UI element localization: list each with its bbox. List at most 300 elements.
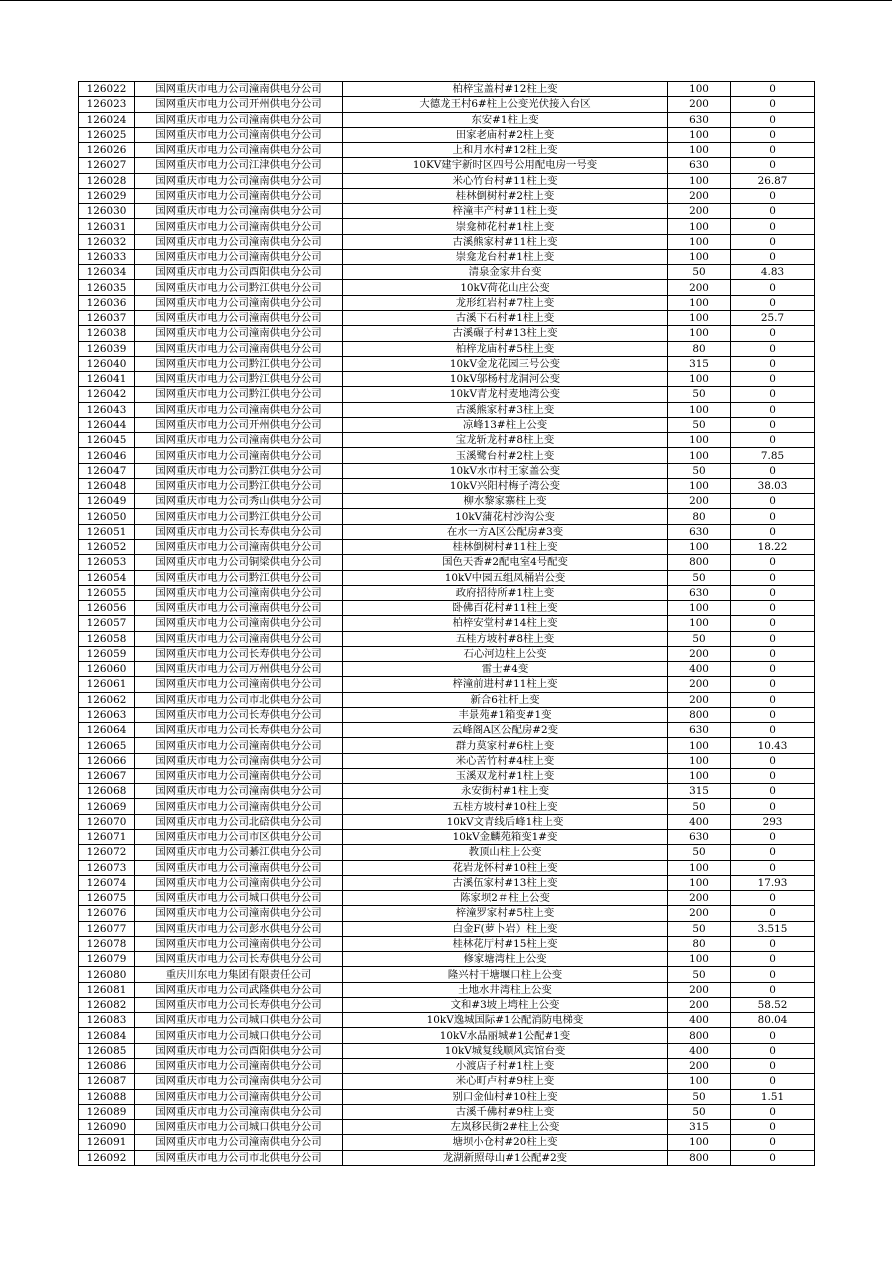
company-cell: 国网重庆市电力公司城口供电分公司 bbox=[135, 1120, 343, 1135]
transformer-name-cell: 田家老庙村#2柱上变 bbox=[343, 127, 668, 142]
company-cell: 国网重庆市电力公司綦江供电分公司 bbox=[135, 845, 343, 860]
value-cell: 0 bbox=[731, 631, 815, 646]
transformer-name-cell: 10kV水市村王家盖公变 bbox=[343, 463, 668, 478]
row-id-cell: 126068 bbox=[79, 784, 135, 799]
capacity-cell: 200 bbox=[668, 280, 731, 295]
table-row bbox=[79, 692, 815, 707]
capacity-cell: 400 bbox=[668, 662, 731, 677]
transformer-name-cell: 雷士#4变 bbox=[343, 662, 668, 677]
row-id-cell: 126042 bbox=[79, 387, 135, 402]
row-id-cell: 126056 bbox=[79, 601, 135, 616]
table-row bbox=[79, 860, 815, 875]
transformer-name-cell: 梓潼罗家村#5柱上变 bbox=[343, 906, 668, 921]
capacity-cell: 100 bbox=[668, 249, 731, 264]
row-id-cell: 126037 bbox=[79, 310, 135, 325]
row-id-cell: 126078 bbox=[79, 936, 135, 951]
value-cell: 0 bbox=[731, 494, 815, 509]
capacity-cell: 100 bbox=[668, 952, 731, 967]
table-row bbox=[79, 631, 815, 646]
value-cell: 3.515 bbox=[731, 921, 815, 936]
table-row bbox=[79, 1028, 815, 1043]
capacity-cell: 100 bbox=[668, 143, 731, 158]
capacity-cell: 400 bbox=[668, 1013, 731, 1028]
row-id-cell: 126041 bbox=[79, 372, 135, 387]
table-row bbox=[79, 219, 815, 234]
value-cell: 0 bbox=[731, 143, 815, 158]
capacity-cell: 200 bbox=[668, 677, 731, 692]
company-cell: 国网重庆市电力公司黔江供电分公司 bbox=[135, 387, 343, 402]
transformer-name-cell: 古溪伍家村#13柱上变 bbox=[343, 875, 668, 890]
value-cell: 0 bbox=[731, 341, 815, 356]
table-row bbox=[79, 1150, 815, 1165]
transformer-name-cell: 别口金仙村#10柱上变 bbox=[343, 1089, 668, 1104]
value-cell: 0 bbox=[731, 952, 815, 967]
row-id-cell: 126063 bbox=[79, 707, 135, 722]
capacity-cell: 100 bbox=[668, 478, 731, 493]
transformer-name-cell: 10kV荷花山庄公变 bbox=[343, 280, 668, 295]
value-cell: 0 bbox=[731, 891, 815, 906]
table-row bbox=[79, 188, 815, 203]
capacity-cell: 50 bbox=[668, 921, 731, 936]
transformer-name-cell: 玉溪双龙村#1柱上变 bbox=[343, 768, 668, 783]
transformer-name-cell: 古溪熊家村#11柱上变 bbox=[343, 234, 668, 249]
row-id-cell: 126092 bbox=[79, 1150, 135, 1165]
row-id-cell: 126035 bbox=[79, 280, 135, 295]
transformer-name-cell: 柏梓龙庙村#5柱上变 bbox=[343, 341, 668, 356]
value-cell: 0 bbox=[731, 1104, 815, 1119]
company-cell: 国网重庆市电力公司潼南供电分公司 bbox=[135, 1135, 343, 1150]
capacity-cell: 100 bbox=[668, 127, 731, 142]
table-row bbox=[79, 1120, 815, 1135]
company-cell: 国网重庆市电力公司潼南供电分公司 bbox=[135, 616, 343, 631]
row-id-cell: 126076 bbox=[79, 906, 135, 921]
row-id-cell: 126029 bbox=[79, 188, 135, 203]
table-row bbox=[79, 875, 815, 890]
row-id-cell: 126062 bbox=[79, 692, 135, 707]
transformer-name-cell: 政府招待所#1柱上变 bbox=[343, 585, 668, 600]
transformer-name-cell: 龙湖新照母山#1公配#2变 bbox=[343, 1150, 668, 1165]
company-cell: 国网重庆市电力公司江津供电分公司 bbox=[135, 158, 343, 173]
transformer-name-cell: 古溪千佛村#9柱上变 bbox=[343, 1104, 668, 1119]
table-row bbox=[79, 952, 815, 967]
value-cell: 0 bbox=[731, 326, 815, 341]
capacity-cell: 200 bbox=[668, 1059, 731, 1074]
row-id-cell: 126088 bbox=[79, 1089, 135, 1104]
value-cell: 0 bbox=[731, 662, 815, 677]
row-id-cell: 126022 bbox=[79, 82, 135, 97]
transformer-name-cell: 10kV青龙村麦地湾公变 bbox=[343, 387, 668, 402]
transformer-name-cell: 10kV逸城国际#1公配消防电梯变 bbox=[343, 1013, 668, 1028]
table-row bbox=[79, 326, 815, 341]
capacity-cell: 50 bbox=[668, 1089, 731, 1104]
page-top-rule bbox=[0, 0, 892, 1]
company-cell: 重庆川东电力集团有限责任公司 bbox=[135, 967, 343, 982]
row-id-cell: 126031 bbox=[79, 219, 135, 234]
row-id-cell: 126048 bbox=[79, 478, 135, 493]
transformer-name-cell: 新合6社杆上变 bbox=[343, 692, 668, 707]
row-id-cell: 126077 bbox=[79, 921, 135, 936]
company-cell: 国网重庆市电力公司潼南供电分公司 bbox=[135, 1104, 343, 1119]
transformer-name-cell: 梓潼丰产村#11柱上变 bbox=[343, 204, 668, 219]
transformer-name-cell: 卧佛百花村#11柱上变 bbox=[343, 601, 668, 616]
value-cell: 0 bbox=[731, 1028, 815, 1043]
capacity-cell: 100 bbox=[668, 875, 731, 890]
row-id-cell: 126052 bbox=[79, 539, 135, 554]
transformer-name-cell: 丰景苑#1箱变#1变 bbox=[343, 707, 668, 722]
company-cell: 国网重庆市电力公司潼南供电分公司 bbox=[135, 875, 343, 890]
value-cell: 0 bbox=[731, 1120, 815, 1135]
transformer-name-cell: 桂林倒树村#11柱上变 bbox=[343, 539, 668, 554]
company-cell: 国网重庆市电力公司北碚供电分公司 bbox=[135, 814, 343, 829]
value-cell: 0 bbox=[731, 707, 815, 722]
transformer-name-cell: 桂林倒树村#2柱上变 bbox=[343, 188, 668, 203]
value-cell: 0 bbox=[731, 860, 815, 875]
company-cell: 国网重庆市电力公司潼南供电分公司 bbox=[135, 601, 343, 616]
table-row bbox=[79, 341, 815, 356]
table-row bbox=[79, 1104, 815, 1119]
row-id-cell: 126025 bbox=[79, 127, 135, 142]
table-row bbox=[79, 616, 815, 631]
value-cell: 26.87 bbox=[731, 173, 815, 188]
transformer-name-cell: 国色天香#2配电室4号配变 bbox=[343, 555, 668, 570]
row-id-cell: 126026 bbox=[79, 143, 135, 158]
value-cell: 0 bbox=[731, 799, 815, 814]
row-id-cell: 126033 bbox=[79, 249, 135, 264]
value-cell: 0 bbox=[731, 295, 815, 310]
value-cell: 0 bbox=[731, 82, 815, 97]
transformer-name-cell: 10kV金龙花园三号公变 bbox=[343, 356, 668, 371]
table-row bbox=[79, 417, 815, 432]
company-cell: 国网重庆市电力公司市北供电分公司 bbox=[135, 1150, 343, 1165]
transformer-name-cell: 石心河边柱上公变 bbox=[343, 646, 668, 661]
row-id-cell: 126090 bbox=[79, 1120, 135, 1135]
capacity-cell: 50 bbox=[668, 845, 731, 860]
capacity-cell: 800 bbox=[668, 555, 731, 570]
value-cell: 0 bbox=[731, 570, 815, 585]
value-cell: 0 bbox=[731, 768, 815, 783]
value-cell: 0 bbox=[731, 387, 815, 402]
table-row bbox=[79, 494, 815, 509]
table-row bbox=[79, 921, 815, 936]
row-id-cell: 126043 bbox=[79, 402, 135, 417]
capacity-cell: 100 bbox=[668, 616, 731, 631]
value-cell: 0 bbox=[731, 417, 815, 432]
capacity-cell: 200 bbox=[668, 906, 731, 921]
transformer-name-cell: 隆兴村干塘堰口柱上公变 bbox=[343, 967, 668, 982]
company-cell: 国网重庆市电力公司潼南供电分公司 bbox=[135, 341, 343, 356]
value-cell: 38.03 bbox=[731, 478, 815, 493]
transformer-name-cell: 五桂方坡村#8柱上变 bbox=[343, 631, 668, 646]
table-row bbox=[79, 478, 815, 493]
value-cell: 7.85 bbox=[731, 448, 815, 463]
company-cell: 国网重庆市电力公司黔江供电分公司 bbox=[135, 570, 343, 585]
row-id-cell: 126050 bbox=[79, 509, 135, 524]
transformer-name-cell: 教顶山柱上公变 bbox=[343, 845, 668, 860]
capacity-cell: 400 bbox=[668, 1043, 731, 1058]
row-id-cell: 126058 bbox=[79, 631, 135, 646]
capacity-cell: 100 bbox=[668, 433, 731, 448]
capacity-cell: 630 bbox=[668, 158, 731, 173]
capacity-cell: 100 bbox=[668, 860, 731, 875]
company-cell: 国网重庆市电力公司潼南供电分公司 bbox=[135, 768, 343, 783]
row-id-cell: 126091 bbox=[79, 1135, 135, 1150]
table-row bbox=[79, 646, 815, 661]
table-row bbox=[79, 891, 815, 906]
company-cell: 国网重庆市电力公司潼南供电分公司 bbox=[135, 860, 343, 875]
value-cell: 1.51 bbox=[731, 1089, 815, 1104]
company-cell: 国网重庆市电力公司黔江供电分公司 bbox=[135, 509, 343, 524]
row-id-cell: 126070 bbox=[79, 814, 135, 829]
value-cell: 0 bbox=[731, 967, 815, 982]
transformer-name-cell: 文和#3坡上塆柱上公变 bbox=[343, 997, 668, 1012]
row-id-cell: 126073 bbox=[79, 860, 135, 875]
table-row bbox=[79, 372, 815, 387]
value-cell: 0 bbox=[731, 1135, 815, 1150]
transformer-name-cell: 米心竹台村#11柱上变 bbox=[343, 173, 668, 188]
capacity-cell: 315 bbox=[668, 784, 731, 799]
company-cell: 国网重庆市电力公司万州供电分公司 bbox=[135, 662, 343, 677]
company-cell: 国网重庆市电力公司黔江供电分公司 bbox=[135, 280, 343, 295]
capacity-cell: 80 bbox=[668, 341, 731, 356]
company-cell: 国网重庆市电力公司潼南供电分公司 bbox=[135, 402, 343, 417]
company-cell: 国网重庆市电力公司潼南供电分公司 bbox=[135, 234, 343, 249]
capacity-cell: 100 bbox=[668, 402, 731, 417]
transformer-name-cell: 柏梓安堂村#14柱上变 bbox=[343, 616, 668, 631]
capacity-cell: 315 bbox=[668, 356, 731, 371]
transformer-name-cell: 清泉金家井台变 bbox=[343, 265, 668, 280]
transformer-name-cell: 五桂方坡村#10柱上变 bbox=[343, 799, 668, 814]
table-row bbox=[79, 97, 815, 112]
transformer-name-cell: 白金F(萝卜岩）柱上变 bbox=[343, 921, 668, 936]
value-cell: 0 bbox=[731, 753, 815, 768]
transformer-name-cell: 在水一方A区公配房#3变 bbox=[343, 524, 668, 539]
row-id-cell: 126023 bbox=[79, 97, 135, 112]
value-cell: 0 bbox=[731, 356, 815, 371]
table-row bbox=[79, 173, 815, 188]
capacity-cell: 630 bbox=[668, 524, 731, 539]
row-id-cell: 126040 bbox=[79, 356, 135, 371]
capacity-cell: 100 bbox=[668, 448, 731, 463]
row-id-cell: 126083 bbox=[79, 1013, 135, 1028]
table-row bbox=[79, 509, 815, 524]
company-cell: 国网重庆市电力公司城口供电分公司 bbox=[135, 891, 343, 906]
company-cell: 国网重庆市电力公司潼南供电分公司 bbox=[135, 204, 343, 219]
capacity-cell: 50 bbox=[668, 570, 731, 585]
value-cell: 0 bbox=[731, 830, 815, 845]
transformer-name-cell: 凉峰13#柱上公变 bbox=[343, 417, 668, 432]
transformer-name-cell: 10kV文青线后峰1柱上变 bbox=[343, 814, 668, 829]
row-id-cell: 126028 bbox=[79, 173, 135, 188]
company-cell: 国网重庆市电力公司潼南供电分公司 bbox=[135, 753, 343, 768]
transformer-name-cell: 梓潼前进村#11柱上变 bbox=[343, 677, 668, 692]
table-row bbox=[79, 1135, 815, 1150]
row-id-cell: 126060 bbox=[79, 662, 135, 677]
capacity-cell: 400 bbox=[668, 814, 731, 829]
transformer-name-cell: 小渡店子村#1柱上变 bbox=[343, 1059, 668, 1074]
capacity-cell: 630 bbox=[668, 112, 731, 127]
row-id-cell: 126069 bbox=[79, 799, 135, 814]
value-cell: 0 bbox=[731, 509, 815, 524]
transformer-name-cell: 古溪碾子村#13柱上变 bbox=[343, 326, 668, 341]
row-id-cell: 126082 bbox=[79, 997, 135, 1012]
value-cell: 0 bbox=[731, 127, 815, 142]
company-cell: 国网重庆市电力公司潼南供电分公司 bbox=[135, 585, 343, 600]
capacity-cell: 50 bbox=[668, 631, 731, 646]
value-cell: 0 bbox=[731, 784, 815, 799]
company-cell: 国网重庆市电力公司潼南供电分公司 bbox=[135, 127, 343, 142]
company-cell: 国网重庆市电力公司长寿供电分公司 bbox=[135, 707, 343, 722]
row-id-cell: 126075 bbox=[79, 891, 135, 906]
capacity-cell: 200 bbox=[668, 646, 731, 661]
transformer-name-cell: 10kV蒲花村沙沟公变 bbox=[343, 509, 668, 524]
company-cell: 国网重庆市电力公司长寿供电分公司 bbox=[135, 723, 343, 738]
company-cell: 国网重庆市电力公司长寿供电分公司 bbox=[135, 997, 343, 1012]
capacity-cell: 200 bbox=[668, 891, 731, 906]
company-cell: 国网重庆市电力公司潼南供电分公司 bbox=[135, 188, 343, 203]
table-row bbox=[79, 936, 815, 951]
capacity-cell: 630 bbox=[668, 585, 731, 600]
table-row bbox=[79, 524, 815, 539]
value-cell: 0 bbox=[731, 936, 815, 951]
transformer-name-cell: 陈家坝2＃柱上公变 bbox=[343, 891, 668, 906]
table-row bbox=[79, 265, 815, 280]
table-row bbox=[79, 555, 815, 570]
row-id-cell: 126066 bbox=[79, 753, 135, 768]
capacity-cell: 315 bbox=[668, 1120, 731, 1135]
value-cell: 0 bbox=[731, 280, 815, 295]
row-id-cell: 126036 bbox=[79, 295, 135, 310]
company-cell: 国网重庆市电力公司潼南供电分公司 bbox=[135, 219, 343, 234]
capacity-cell: 200 bbox=[668, 997, 731, 1012]
capacity-cell: 100 bbox=[668, 82, 731, 97]
capacity-cell: 800 bbox=[668, 1150, 731, 1165]
capacity-cell: 50 bbox=[668, 265, 731, 280]
transformer-name-cell: 永安街村#1柱上变 bbox=[343, 784, 668, 799]
capacity-cell: 100 bbox=[668, 753, 731, 768]
company-cell: 国网重庆市电力公司酉阳供电分公司 bbox=[135, 265, 343, 280]
capacity-cell: 100 bbox=[668, 1074, 731, 1089]
row-id-cell: 126079 bbox=[79, 952, 135, 967]
transformer-name-cell: 古溪熊家村#3柱上变 bbox=[343, 402, 668, 417]
table-row bbox=[79, 1089, 815, 1104]
transformer-name-cell: 大德龙王村6#柱上公变光伏接入台区 bbox=[343, 97, 668, 112]
transformer-name-cell: 龙形红岩村#7柱上变 bbox=[343, 295, 668, 310]
table-row bbox=[79, 601, 815, 616]
row-id-cell: 126074 bbox=[79, 875, 135, 890]
row-id-cell: 126034 bbox=[79, 265, 135, 280]
company-cell: 国网重庆市电力公司潼南供电分公司 bbox=[135, 310, 343, 325]
table-row bbox=[79, 234, 815, 249]
capacity-cell: 100 bbox=[668, 768, 731, 783]
transformer-name-cell: 柳水黎家寨柱上变 bbox=[343, 494, 668, 509]
table-row bbox=[79, 433, 815, 448]
table-row bbox=[79, 1013, 815, 1028]
table-row bbox=[79, 1059, 815, 1074]
transformer-name-cell: 上和月水村#12柱上变 bbox=[343, 143, 668, 158]
table-row bbox=[79, 799, 815, 814]
company-cell: 国网重庆市电力公司潼南供电分公司 bbox=[135, 936, 343, 951]
company-cell: 国网重庆市电力公司城口供电分公司 bbox=[135, 1013, 343, 1028]
row-id-cell: 126089 bbox=[79, 1104, 135, 1119]
company-cell: 国网重庆市电力公司市北供电分公司 bbox=[135, 692, 343, 707]
transformer-name-cell: 左岚移民街2#柱上公变 bbox=[343, 1120, 668, 1135]
value-cell: 17.93 bbox=[731, 875, 815, 890]
value-cell: 0 bbox=[731, 1150, 815, 1165]
transformer-name-cell: 10KV建宇新时区四号公用配电房一号变 bbox=[343, 158, 668, 173]
row-id-cell: 126054 bbox=[79, 570, 135, 585]
value-cell: 0 bbox=[731, 188, 815, 203]
row-id-cell: 126047 bbox=[79, 463, 135, 478]
value-cell: 0 bbox=[731, 845, 815, 860]
capacity-cell: 200 bbox=[668, 494, 731, 509]
table-row bbox=[79, 784, 815, 799]
table-row bbox=[79, 814, 815, 829]
transformer-name-cell: 柏梓宝盖村#12柱上变 bbox=[343, 82, 668, 97]
table-row bbox=[79, 158, 815, 173]
transformer-name-cell: 宝龙斩龙村#8柱上变 bbox=[343, 433, 668, 448]
value-cell: 0 bbox=[731, 601, 815, 616]
value-cell: 0 bbox=[731, 1043, 815, 1058]
company-cell: 国网重庆市电力公司黔江供电分公司 bbox=[135, 372, 343, 387]
capacity-cell: 50 bbox=[668, 799, 731, 814]
transformer-name-cell: 东安#1柱上变 bbox=[343, 112, 668, 127]
value-cell: 0 bbox=[731, 433, 815, 448]
company-cell: 国网重庆市电力公司潼南供电分公司 bbox=[135, 448, 343, 463]
value-cell: 0 bbox=[731, 906, 815, 921]
table-row bbox=[79, 830, 815, 845]
transformer-name-cell: 米心町卢村#9柱上变 bbox=[343, 1074, 668, 1089]
table-row bbox=[79, 356, 815, 371]
transformer-name-cell: 云峰阁A区公配房#2变 bbox=[343, 723, 668, 738]
row-id-cell: 126061 bbox=[79, 677, 135, 692]
company-cell: 国网重庆市电力公司黔江供电分公司 bbox=[135, 463, 343, 478]
table-row bbox=[79, 295, 815, 310]
table-row bbox=[79, 967, 815, 982]
table-row bbox=[79, 677, 815, 692]
company-cell: 国网重庆市电力公司开州供电分公司 bbox=[135, 417, 343, 432]
company-cell: 国网重庆市电力公司潼南供电分公司 bbox=[135, 82, 343, 97]
value-cell: 0 bbox=[731, 982, 815, 997]
company-cell: 国网重庆市电力公司酉阳供电分公司 bbox=[135, 1043, 343, 1058]
row-id-cell: 126086 bbox=[79, 1059, 135, 1074]
value-cell: 0 bbox=[731, 616, 815, 631]
table-row bbox=[79, 387, 815, 402]
capacity-cell: 100 bbox=[668, 173, 731, 188]
transformer-name-cell: 塘坝小仓村#20柱上变 bbox=[343, 1135, 668, 1150]
table-row bbox=[79, 982, 815, 997]
capacity-cell: 200 bbox=[668, 204, 731, 219]
row-id-cell: 126059 bbox=[79, 646, 135, 661]
transformer-table bbox=[78, 81, 815, 1166]
table-row bbox=[79, 997, 815, 1012]
company-cell: 国网重庆市电力公司开州供电分公司 bbox=[135, 97, 343, 112]
value-cell: 0 bbox=[731, 249, 815, 264]
table-row bbox=[79, 463, 815, 478]
transformer-name-cell: 10kV中园五组凤桶岩公变 bbox=[343, 570, 668, 585]
table-row bbox=[79, 112, 815, 127]
row-id-cell: 126064 bbox=[79, 723, 135, 738]
capacity-cell: 100 bbox=[668, 295, 731, 310]
company-cell: 国网重庆市电力公司市区供电分公司 bbox=[135, 830, 343, 845]
value-cell: 0 bbox=[731, 234, 815, 249]
capacity-cell: 50 bbox=[668, 967, 731, 982]
value-cell: 0 bbox=[731, 1059, 815, 1074]
table-row bbox=[79, 570, 815, 585]
table-row bbox=[79, 753, 815, 768]
table-row bbox=[79, 539, 815, 554]
transformer-name-cell: 10kV城复线顺风宾馆台变 bbox=[343, 1043, 668, 1058]
transformer-name-cell: 古溪下石村#1柱上变 bbox=[343, 310, 668, 325]
